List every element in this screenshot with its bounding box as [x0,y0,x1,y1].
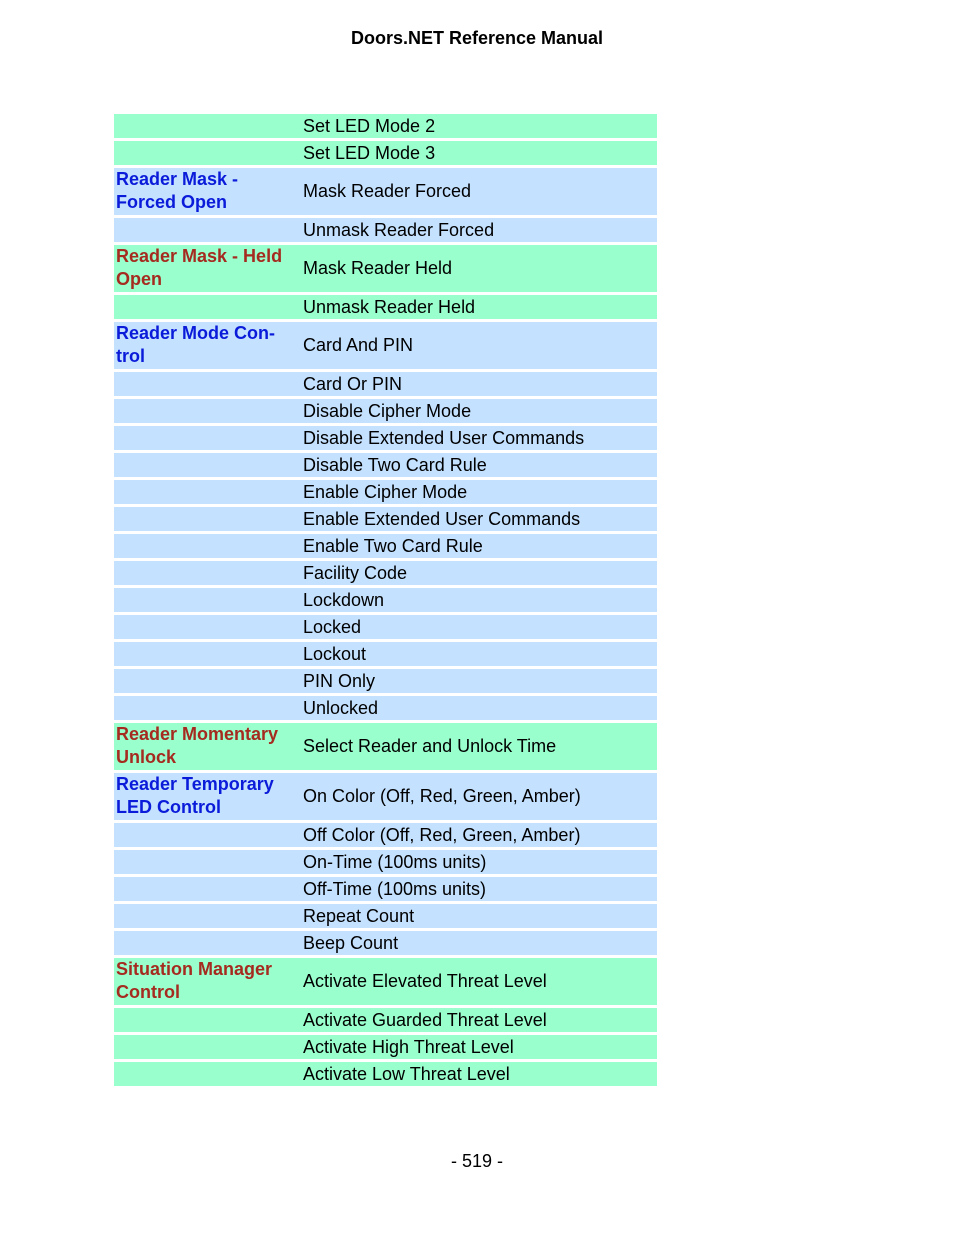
category-cell: Reader Temporary LED Control [114,773,298,820]
category-cell [114,372,298,396]
table-row [114,669,657,693]
table-row [114,534,657,558]
table-row [114,958,657,1005]
command-cell: Disable Two Card Rule [301,453,657,477]
command-cell: Enable Cipher Mode [301,480,657,504]
category-cell [114,823,298,847]
category-cell [114,1008,298,1032]
reference-table [114,114,657,1089]
command-cell: Lockout [301,642,657,666]
command-cell: Mask Reader Held [301,245,657,292]
command-cell: Card Or PIN [301,372,657,396]
category-cell [114,480,298,504]
table-row [114,168,657,215]
table-row [114,372,657,396]
category-cell [114,1035,298,1059]
table-row [114,588,657,612]
table-row [114,480,657,504]
table-row [114,823,657,847]
table-row [114,218,657,242]
table-row [114,615,657,639]
command-cell: Select Reader and Unlock Time [301,723,657,770]
category-cell [114,561,298,585]
category-cell [114,904,298,928]
command-cell: Beep Count [301,931,657,955]
table-row [114,295,657,319]
command-cell: Off-Time (100ms units) [301,877,657,901]
category-cell: Reader Mask - Forced Open [114,168,298,215]
command-cell: Activate Low Threat Level [301,1062,657,1086]
table-row [114,322,657,369]
table-row [114,773,657,820]
category-cell [114,615,298,639]
table-row [114,426,657,450]
command-cell: On-Time (100ms units) [301,850,657,874]
table-row [114,114,657,138]
command-cell: Locked [301,615,657,639]
command-cell: Set LED Mode 2 [301,114,657,138]
command-cell: Disable Extended User Commands [301,426,657,450]
page-header: Doors.NET Reference Manual [350,28,604,48]
table-row [114,931,657,955]
category-cell [114,399,298,423]
table-row [114,1008,657,1032]
table-row [114,877,657,901]
command-cell: On Color (Off, Red, Green, Amber) [301,773,657,820]
category-cell: Reader Momentary Unlock [114,723,298,770]
category-cell: Situation Manager Control [114,958,298,1005]
command-cell: Mask Reader Forced [301,168,657,215]
category-cell [114,1062,298,1086]
command-cell: Card And PIN [301,322,657,369]
category-cell [114,850,298,874]
table-row [114,850,657,874]
command-cell: Off Color (Off, Red, Green, Amber) [301,823,657,847]
command-cell: Repeat Count [301,904,657,928]
category-cell [114,453,298,477]
table-row [114,453,657,477]
command-cell: PIN Only [301,669,657,693]
category-cell [114,669,298,693]
category-cell [114,588,298,612]
command-cell: Activate High Threat Level [301,1035,657,1059]
table-row [114,507,657,531]
page-number: - 519 - [450,1151,504,1171]
command-cell: Facility Code [301,561,657,585]
category-cell: Reader Mode Con- trol [114,322,298,369]
category-cell [114,696,298,720]
command-cell: Activate Elevated Threat Level [301,958,657,1005]
table-row [114,1035,657,1059]
command-cell: Lockdown [301,588,657,612]
table-row [114,1062,657,1086]
table-row [114,399,657,423]
table-row [114,723,657,770]
category-cell [114,931,298,955]
category-cell [114,295,298,319]
category-cell [114,426,298,450]
command-cell: Enable Two Card Rule [301,534,657,558]
command-cell: Enable Extended User Commands [301,507,657,531]
category-cell [114,218,298,242]
command-cell: Set LED Mode 3 [301,141,657,165]
category-cell [114,507,298,531]
command-cell: Unlocked [301,696,657,720]
command-cell: Unmask Reader Held [301,295,657,319]
category-cell [114,114,298,138]
category-cell [114,141,298,165]
table-row [114,642,657,666]
category-cell [114,877,298,901]
table-row [114,904,657,928]
category-cell [114,534,298,558]
table-row [114,245,657,292]
command-cell: Activate Guarded Threat Level [301,1008,657,1032]
table-row [114,141,657,165]
command-cell: Disable Cipher Mode [301,399,657,423]
table-row [114,561,657,585]
command-cell: Unmask Reader Forced [301,218,657,242]
category-cell [114,642,298,666]
table-row [114,696,657,720]
category-cell: Reader Mask - Held Open [114,245,298,292]
